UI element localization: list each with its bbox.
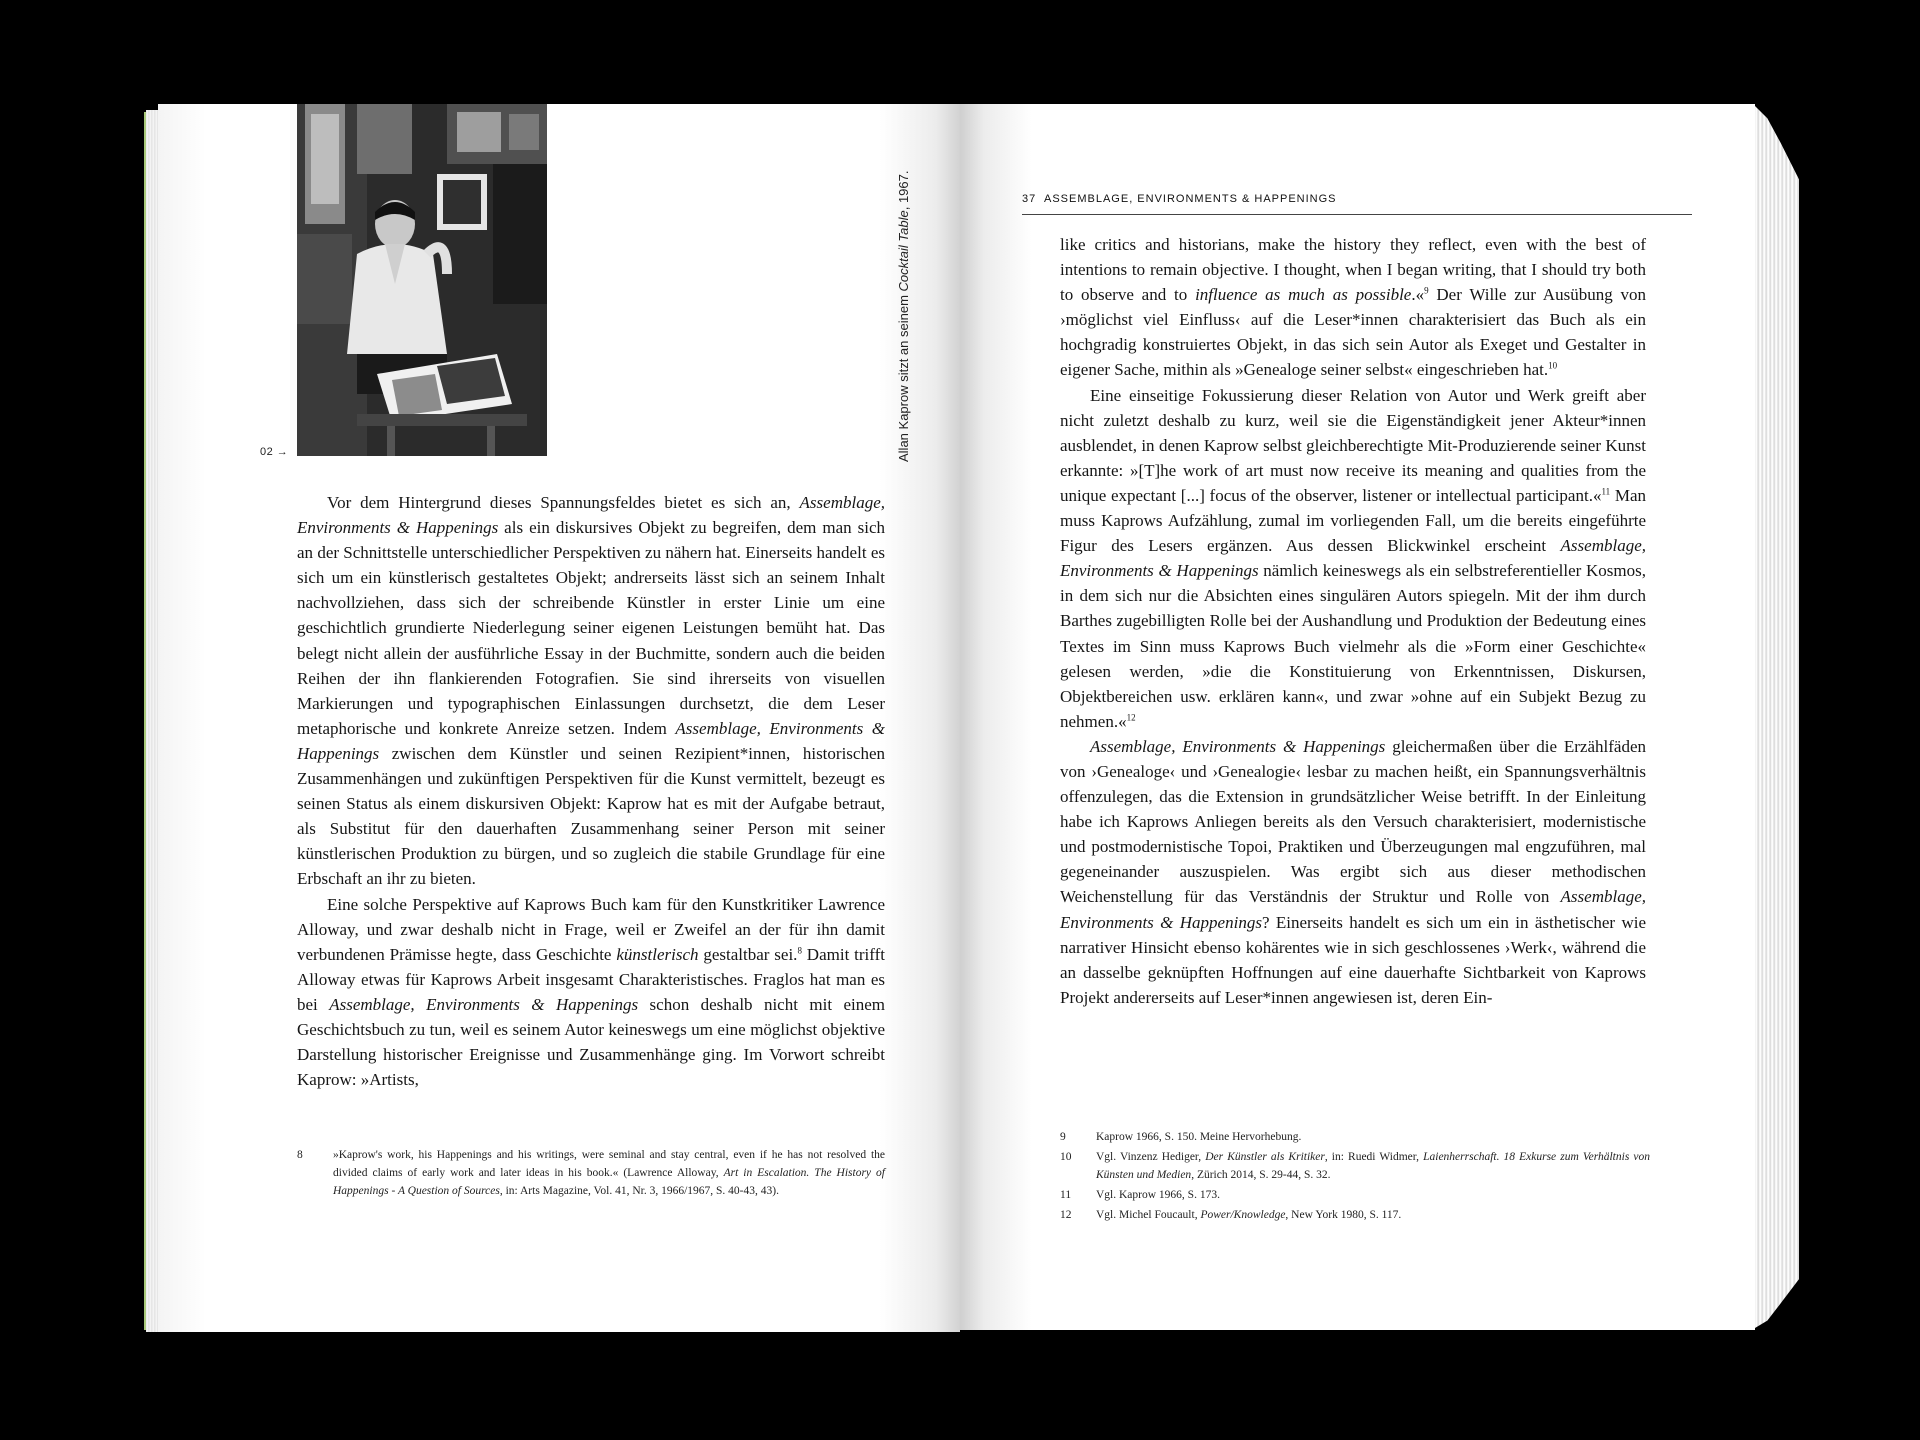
text-run: Der Wille zur Ausübung von ›möglichst viel Einfluss‹ auf die Leser*innen charakterisiert das Buch als ein hochgradig konstruiertes Objekt, in das sich sein Autor als Exeget und Gestalter in eigener Sache, mithin als »Genealoge seiner selbst« eingeschrieben hat. (1060, 285, 1647, 380)
text-run: Vgl. Vinzenz Hediger, (1096, 1151, 1206, 1163)
body-paragraph (1060, 734, 1646, 1010)
italic-text: Assemblage, Environments & Happenings (297, 718, 885, 763)
left-body-text (297, 490, 885, 1092)
italic-text: Art in Escalation. The History of Happenings - A Question of Sources (333, 1167, 885, 1197)
italic-text: influence as much as possible (1195, 285, 1412, 305)
italic-text: Assemblage, Environments & Happenings (1090, 736, 1386, 756)
text-run: , New York 1980, S. 117. (1285, 1209, 1402, 1221)
footnote-marker: 12 (1126, 712, 1136, 723)
text-run: , in: Arts Magazine, Vol. 41, Nr. 3, 1966/1967, S. 40-43, 43). (499, 1185, 779, 1197)
italic-text: Assemblage, Environments & Happenings (297, 493, 885, 538)
text-run: als ein diskursives Objekt zu begreifen, dem man sich an der Schnittstelle unterschiedlicher Perspektiven zu nähern hat. Einerseits handelt es sich um ein künstlerisch gestaltetes Objekt; andrerseits lässt sich an seinem Inhalt nachvollziehen, dass sich der schreibende Künstler in erster Linie um eine geschichtlich grundierte Niederlegung seiner eigenen Leistungen bemüht hat. Das belegt nicht allein der ausführliche Essay in der Buchmitte, sondern auch die beiden Reihen der ihn flankierenden Fotografien. Sie sind ihrerseits von visuellen Markierungen und typographischen Einlassungen durchsetzt, die dem Leser metaphorische und konkrete Anreize setzen. Indem (297, 518, 885, 738)
figure-reference: 02 → (260, 446, 289, 458)
footnote (1060, 1206, 1650, 1224)
caption-title: Cocktail Table (896, 210, 911, 292)
footnote-text (1096, 1186, 1650, 1204)
italic-text: Assemblage, Environments & Happenings (1060, 887, 1646, 932)
body-paragraph (1060, 232, 1646, 383)
left-footnotes (297, 1146, 885, 1202)
italic-text: Assemblage, Environments & Happenings (329, 994, 639, 1014)
italic-text: Assemblage, Environments & Happenings (1060, 536, 1646, 581)
footnote-marker: 11 (1601, 486, 1611, 497)
running-head (1022, 193, 1692, 205)
footnote-number: 10 (1060, 1151, 1072, 1163)
text-run: ? Einerseits handelt es sich um ein in ästhetischer wie narrativer Hinsicht ebenso kohärentes wie in sich geschlossenes ›Werk‹, während die an dasselbe geknüpften Hoffnungen auf eine dauerhafte Sichtbarkeit von Kaprows Projekt andererseits auf Leser*innen angewiesen ist, deren Ein- (1060, 912, 1646, 1007)
footnote-number: 9 (1060, 1131, 1066, 1143)
italic-text: Der Künstler als Kritiker (1205, 1151, 1325, 1163)
italic-text: Power/Knowledge (1200, 1209, 1286, 1221)
footnote (1060, 1128, 1650, 1146)
footnote (1060, 1186, 1650, 1204)
text-run: like critics and historians, make the history they reflect, even with the best of intentions to remain objective. I thought, when I began writing, that I should try both to observe and to (1060, 235, 1646, 305)
text-run: Man muss Kaprows Aufzählung, zumal im vorliegenden Fall, um die bereits eingeführte Figur des Lesers ergänzen. Aus dessen Blickwinkel erscheint (1060, 485, 1646, 556)
text-run: nämlich keineswegs als ein selbstreferentieller Kosmos, in dem sich nur die Absichten eines singulären Autors spiegeln. Mit der ihm durch Barthes zugebilligten Rolle bei der Aushandlung und Produktion der Bedeutung eines Textes im Sinn muss Kaprows Buch vielmehr als die »Form einer Geschichte« gelesen werden, »die die Konstituierung von Erkenntnissen, Diskursen, Objektbereichen usw. erklären kann«, und zwar »ohne auf ein Subjekt Bezug zu nehmen.« (1060, 561, 1646, 731)
running-head-rule (1022, 214, 1692, 215)
footnote-text (1096, 1128, 1650, 1146)
italic-text: künstlerisch (616, 944, 699, 964)
body-paragraph (297, 490, 885, 892)
text-run: Eine solche Perspektive auf Kaprows Buch kam für den Kunstkritiker Lawrence Alloway, und zwar deshalb nicht in Frage, weil er Zweifel an der für ihn damit verbundenen Prämisse hegte, dass Geschichte (297, 894, 885, 964)
text-run: Vor dem Hintergrund dieses Spannungsfeldes bietet es sich an, (327, 493, 800, 512)
right-footnotes (1060, 1128, 1650, 1226)
text-run: »Kaprow's work, his Happenings and his writings, were seminal and stay central, even if he has not resolved the divided claims of early work and later ideas in his book.« (Lawrence Alloway, (333, 1149, 885, 1179)
footnote-marker: 9 (1424, 285, 1429, 296)
footnote (297, 1146, 885, 1200)
text-run: Vgl. Michel Foucault, (1096, 1209, 1201, 1221)
text-run: .« (1411, 285, 1425, 305)
footnote-text (1096, 1206, 1650, 1224)
footnote-text (1096, 1148, 1650, 1184)
text-run: gleichermaßen über die Erzählfäden von ›Genealoge‹ und ›Genealogie‹ lesbar zu machen heißt, ein Spannungsverhältnis offenzulegen, das die Extension in grundsätzlicher Weise betrifft. In der Einleitung habe ich Kaprows Anliegen bereits als den Versuch charakterisiert, modernistische und postmodernistische Topoi, Praktiken und Überzeugungen mal engzuführen, mal gegeneinander auszuspielen. Was ergibt sich aus dieser methodischen Weichenstellung für das Verständnis der Struktur und Rolle von (1060, 736, 1647, 907)
text-run: Damit trifft Alloway etwas für Kaprows Arbeit insgesamt Charakteristisches. Fraglos hat man es bei (297, 944, 885, 1014)
footnote-marker: 8 (797, 945, 802, 956)
footnote-marker: 10 (1548, 360, 1558, 371)
footnote-number: 11 (1060, 1189, 1072, 1201)
text-run: gestaltbar sei. (698, 944, 798, 964)
footnote (1060, 1148, 1650, 1184)
text-run: Eine einseitige Fokussierung dieser Relation von Autor und Werk greift aber nicht zuletzt deshalb zu kurz, weil sie die Eigenständigkeit jener Akteur*innen ausblendet, in denen Kaprow selbst gleichberechtigte Mit-Produzierende seiner Kunst erkannte: »[T]he work of art must now receive its meaning and qualities from the unique expectant [...] focus of the observer, listener or intellectual participant.« (1060, 385, 1646, 505)
text-run: Vgl. Kaprow 1966, S. 173. (1096, 1189, 1220, 1201)
text-run: , in: Ruedi Widmer, (1324, 1151, 1424, 1163)
page-number: 37 (1022, 193, 1037, 205)
text-run: schon deshalb nicht mit einem Geschichtsbuch zu tun, weil es seinem Autor keineswegs um eine möglichst objektive Darstellung historischer Ereignisse und Zusammenhänge ging. Im Vorwort schreibt Kaprow: »Artists, (297, 994, 885, 1090)
photograph-allan-kaprow (297, 104, 547, 456)
body-paragraph (297, 892, 885, 1093)
text-run: Kaprow 1966, S. 150. Meine Hervorhebung. (1096, 1131, 1302, 1143)
caption-prefix: Allan Kaprow sitzt an seinem (896, 291, 911, 462)
photo-caption (896, 160, 911, 462)
caption-suffix: , 1967. (896, 170, 911, 211)
body-paragraph (1060, 383, 1646, 734)
footnote-text (333, 1146, 885, 1200)
photo-caption-container (896, 160, 916, 462)
text-run: , Zürich 2014, S. 29-44, S. 32. (1191, 1169, 1331, 1181)
right-page-stack (1755, 106, 1799, 1328)
italic-text: Laienherrschaft. 18 Exkurse zum Verhältnis von Künsten und Medien (1096, 1151, 1650, 1181)
footnote-number: 12 (1060, 1209, 1072, 1221)
right-body-text (1060, 232, 1646, 1010)
running-head-title: ASSEMBLAGE, ENVIRONMENTS & HAPPENINGS (1044, 193, 1337, 205)
text-run: zwischen dem Künstler und seinen Rezipient*innen, historischen Zusammenhängen und zukünftigen Perspektiven für die Kunst vermittelt, bezeugt es seinen Status als einem diskursiven Objekt: Kaprow hat es mit der Aufgabe betraut, als Substitut für den dauerhaften Zusammenhang seiner Person mit seiner künstlerischen Produktion zu bürgen, und so zugleich die stabile Grundlage für eine Erbschaft an ihr zu bieten. (297, 743, 885, 889)
footnote-number: 8 (297, 1149, 303, 1161)
